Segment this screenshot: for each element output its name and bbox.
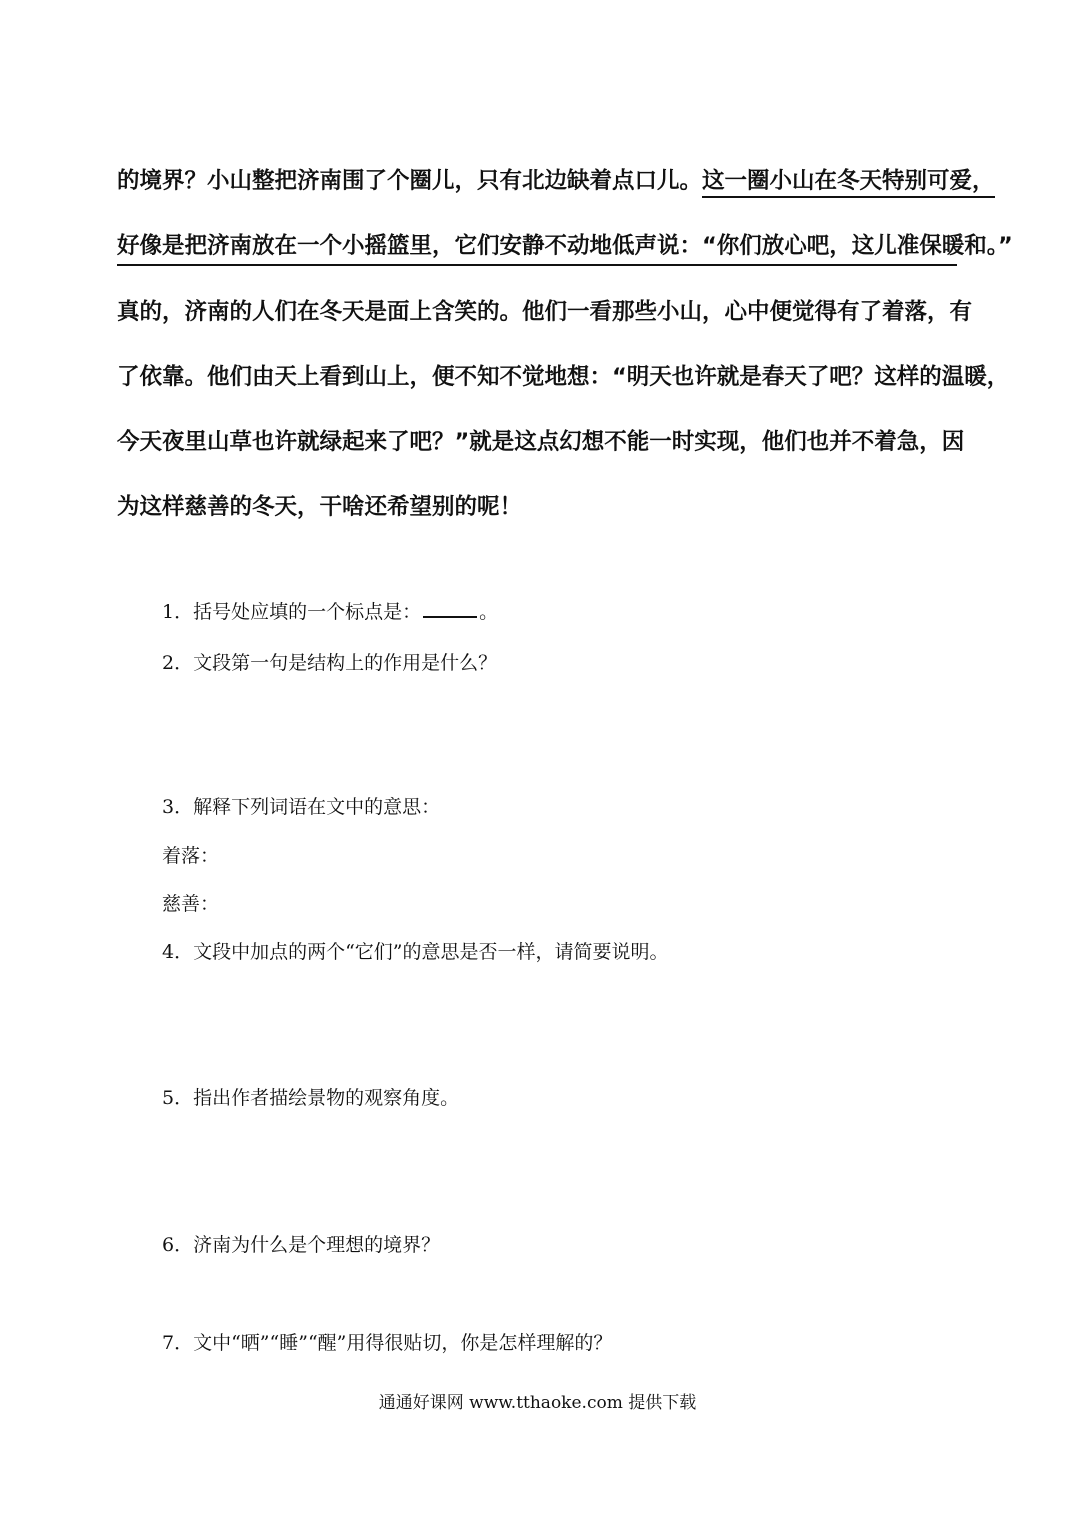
passage-line-4: 了依靠。他们由天上看到山上，便不知不觉地想：“明天也许就是春天了吧？这样的温暖， xyxy=(117,364,1010,390)
question-5: 5．指出作者描绘景物的观察角度。 xyxy=(162,1087,460,1109)
question-3-term-cishan: 慈善： xyxy=(162,893,220,915)
passage-line-1-plain: 的境界？小山整把济南围了个圈儿，只有北边缺着点口儿。 xyxy=(117,168,703,194)
question-6: 6．济南为什么是个理想的境界？ xyxy=(162,1234,441,1256)
question-2: 2．文段第一句是结构上的作用是什么？ xyxy=(162,652,498,674)
question-4: 4．文段中加点的两个“它们”的意思是否一样，请简要说明。 xyxy=(162,941,669,963)
passage-line-3: 真的，济南的人们在冬天是面上含笑的。他们一看那些小山，心中便觉得有了着落，有 xyxy=(117,299,973,325)
question-3-term-zhuoluo: 着落： xyxy=(162,845,220,867)
page-footer: 通通好课网 www.tthaoke.com 提供下载 xyxy=(378,1393,697,1413)
passage-line-5: 今天夜里山草也许就绿起来了吧？”就是这点幻想不能一时实现，他们也并不着急，因 xyxy=(117,429,965,455)
question-1 xyxy=(162,599,498,625)
passage-line-2 xyxy=(117,230,1013,266)
passage-line-1-underlined: 这一圈小山在冬天特别可爱， xyxy=(702,168,995,198)
question-1-text: 1．括号处应填的一个标点是： xyxy=(162,601,422,623)
passage-line-6: 为这样慈善的冬天，干啥还希望别的呢！ xyxy=(117,494,523,520)
passage-line-1 xyxy=(117,165,995,197)
passage-line-2-underlined: 好像是把济南放在一个小摇篮里，它们安静不动地低声说：“你们放心吧，这儿准保暖和。” xyxy=(117,230,957,266)
question-7: 7．文中“晒”“睡”“醒”用得很贴切，你是怎样理解的？ xyxy=(162,1332,613,1354)
answer-blank[interactable] xyxy=(423,600,477,618)
question-3: 3．解释下列词语在文中的意思： xyxy=(162,796,441,818)
question-1-suffix: 。 xyxy=(479,601,499,623)
